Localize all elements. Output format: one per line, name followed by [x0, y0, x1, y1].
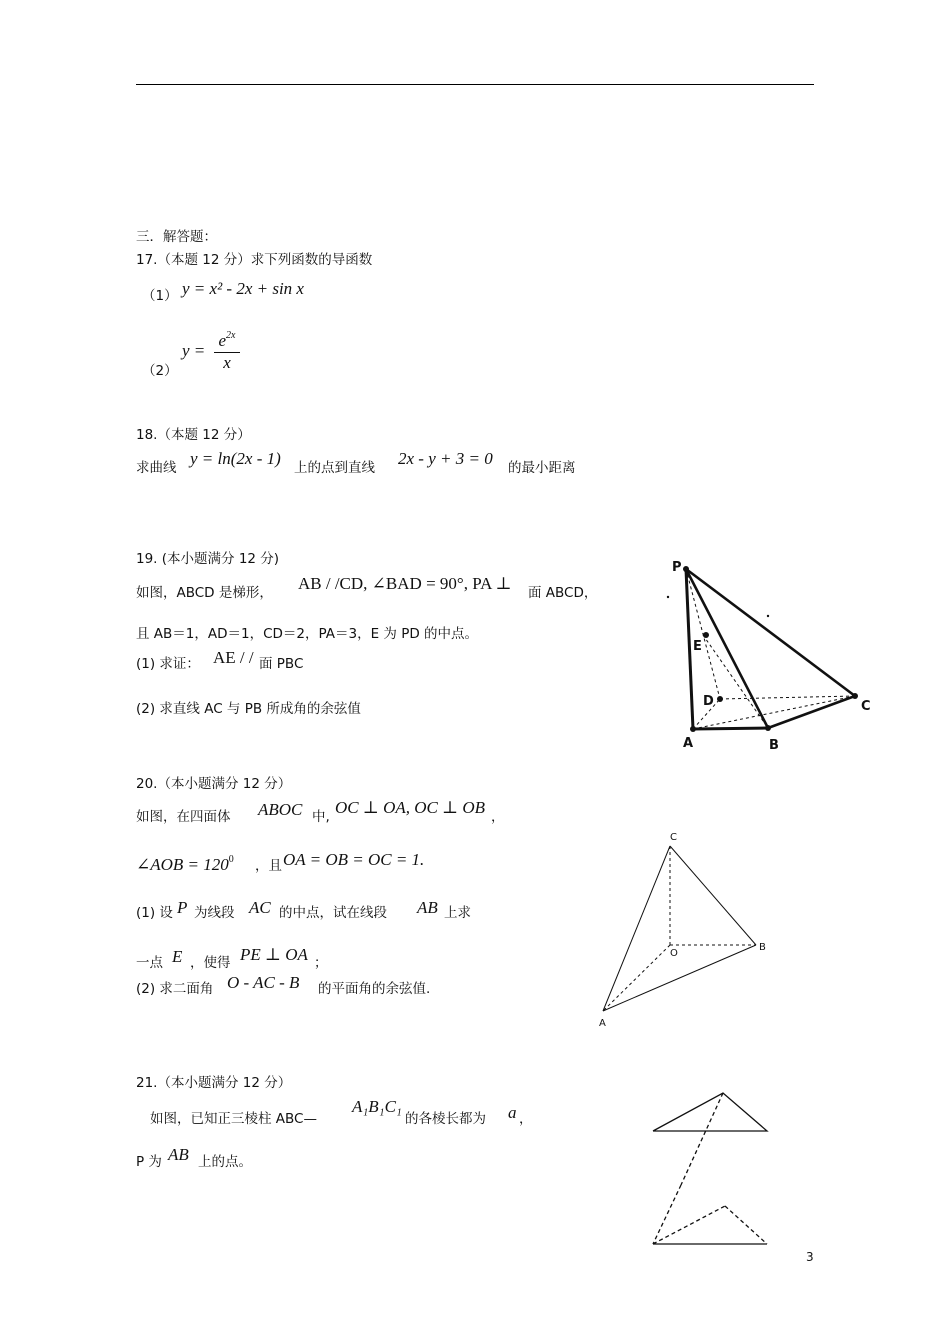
point-P — [683, 566, 689, 572]
q21-l2-post: 上的点。 — [198, 1154, 252, 1170]
edge-CB — [670, 846, 756, 945]
q17-part2-lhs: y = — [182, 341, 206, 360]
q20-l5-pre: (2) 求二面角 — [136, 981, 214, 997]
lateral-dashed — [681, 1093, 723, 1185]
q17-frac-num-sup: 2x — [226, 330, 236, 341]
q17-frac-num: e — [218, 331, 227, 350]
q20-l5-post: 的平面角的余弦值. — [318, 981, 431, 997]
q20-l4-pre: 一点 — [136, 955, 163, 971]
q20-l5-m: O - AC - B — [227, 973, 300, 992]
q19-l3-pre: (1) 求证： — [136, 656, 200, 672]
stray-dot — [767, 615, 769, 617]
section-heading: 三．解答题： — [136, 229, 217, 245]
top-triangle — [653, 1093, 767, 1131]
q18-line: 2x - y + 3 = 0 — [398, 449, 493, 468]
q18-text-pre: 求曲线 — [136, 460, 177, 476]
edge-AC — [693, 696, 855, 729]
q20-l3-mid1: 为线段 — [194, 905, 235, 921]
q20-l1-mid: 中, — [312, 809, 330, 825]
q21-prism-figure — [645, 1085, 775, 1255]
edge-OA — [603, 945, 670, 1011]
q19-pyramid-figure — [650, 555, 880, 755]
q20-l2-m1 — [136, 851, 234, 874]
edge-DC — [720, 696, 855, 699]
edge-PC — [686, 569, 855, 696]
q17-frac-den: x — [223, 353, 231, 372]
point-A — [690, 726, 696, 732]
q20-l2-mid: ，且 — [255, 858, 282, 874]
q17-part1-label: （1） — [142, 288, 178, 304]
q21-l1-mid: 的各棱长都为 — [405, 1111, 486, 1127]
q21-l2-m: AB — [168, 1145, 189, 1164]
label-O: O — [670, 948, 678, 959]
q20-l4-post: ； — [314, 955, 328, 971]
q21-l1-m: A₁B₁C₁ — [352, 1097, 402, 1116]
q21-title: 21.（本小题满分 12 分） — [136, 1075, 292, 1091]
point-C — [852, 693, 858, 699]
q20-tetrahedron-figure — [590, 825, 790, 1035]
q19-l3-math: AE / / — [213, 648, 254, 667]
q20-l1-m2: OC ⊥ OA, OC ⊥ OB — [335, 798, 486, 817]
q20-l4-m1: E — [172, 947, 183, 966]
q20-l2-m2: OA = OB = OC = 1. — [283, 850, 425, 869]
label-B: B — [759, 942, 766, 953]
point-E — [703, 632, 709, 638]
label-B: B — [769, 738, 779, 753]
q20-l4-mid: ，使得 — [190, 955, 231, 971]
q18-text-mid: 上的点到直线 — [294, 460, 375, 476]
point-D — [717, 696, 723, 702]
q17-part2-fraction — [214, 326, 240, 372]
label-E: E — [693, 639, 702, 654]
label-A: A — [683, 736, 694, 751]
edge-EB — [703, 635, 768, 728]
header-rule — [136, 84, 814, 85]
q19-l1-post: 面 ABCD， — [528, 585, 598, 601]
q19-l1-pre: 如图，ABCD 是梯形， — [136, 585, 273, 601]
q20-l3-post: 上求 — [444, 905, 471, 921]
point-B — [765, 725, 771, 731]
lateral-dashed — [653, 1185, 681, 1244]
q20-l4-m2: PE ⊥ OA — [240, 945, 308, 964]
q20-l1-pre: 如图，在四面体 — [136, 809, 231, 825]
q18-text-post: 的最小距离 — [508, 460, 576, 476]
q21-l1-a: a — [508, 1103, 517, 1122]
q21-l1-pre: 如图，已知正三棱柱 ABC— — [150, 1111, 317, 1127]
q20-l3-m2: AC — [249, 898, 271, 917]
q20-l1-post: ， — [491, 809, 505, 825]
q20-l3-pre: (1) 设 — [136, 905, 173, 921]
label-D: D — [703, 694, 714, 709]
q21-l2-pre: P 为 — [136, 1154, 162, 1170]
bottom-edge-dashed — [725, 1206, 767, 1244]
q19-l2: 且 AB＝1，AD＝1，CD＝2，PA＝3，E 为 PD 的中点。 — [136, 626, 479, 642]
q19-l1-math: AB / /CD, ∠BAD = 90°, PA ⊥ — [298, 574, 512, 593]
label-C: C — [670, 832, 677, 843]
q20-l2-sup: 0 — [228, 854, 234, 865]
q20-title: 20.（本小题满分 12 分） — [136, 776, 292, 792]
q20-l3-mid2: 的中点，试在线段 — [279, 905, 387, 921]
label-C: C — [861, 699, 871, 714]
q20-l2-m1-text: ∠AOB = 120 — [136, 855, 229, 874]
q17-part2-label: （2） — [142, 363, 178, 379]
label-P: P — [672, 560, 682, 575]
edge-BC — [768, 696, 855, 728]
q19-l3-post: 面 PBC — [259, 656, 304, 672]
q19-l4: (2) 求直线 AC 与 PB 所成角的余弦值 — [136, 701, 361, 717]
page-number: 3 — [806, 1250, 814, 1264]
q17-part1-formula: y = x² - 2x + sin x — [182, 279, 304, 298]
q20-l3-m1: P — [177, 898, 188, 917]
edge-AB — [693, 728, 768, 729]
bottom-edge-dashed — [653, 1206, 725, 1244]
q18-curve: y = ln(2x - 1) — [190, 449, 281, 468]
q20-l1-m1: ABOC — [258, 800, 303, 819]
q21-l1-post: ， — [519, 1111, 533, 1127]
q19-title: 19. (本小题满分 12 分) — [136, 551, 280, 567]
q20-l3-m3: AB — [417, 898, 438, 917]
q18-title: 18.（本题 12 分） — [136, 427, 251, 443]
label-A: A — [599, 1018, 606, 1029]
q17-title: 17.（本题 12 分）求下列函数的导函数 — [136, 252, 373, 268]
stray-dot — [667, 596, 669, 598]
